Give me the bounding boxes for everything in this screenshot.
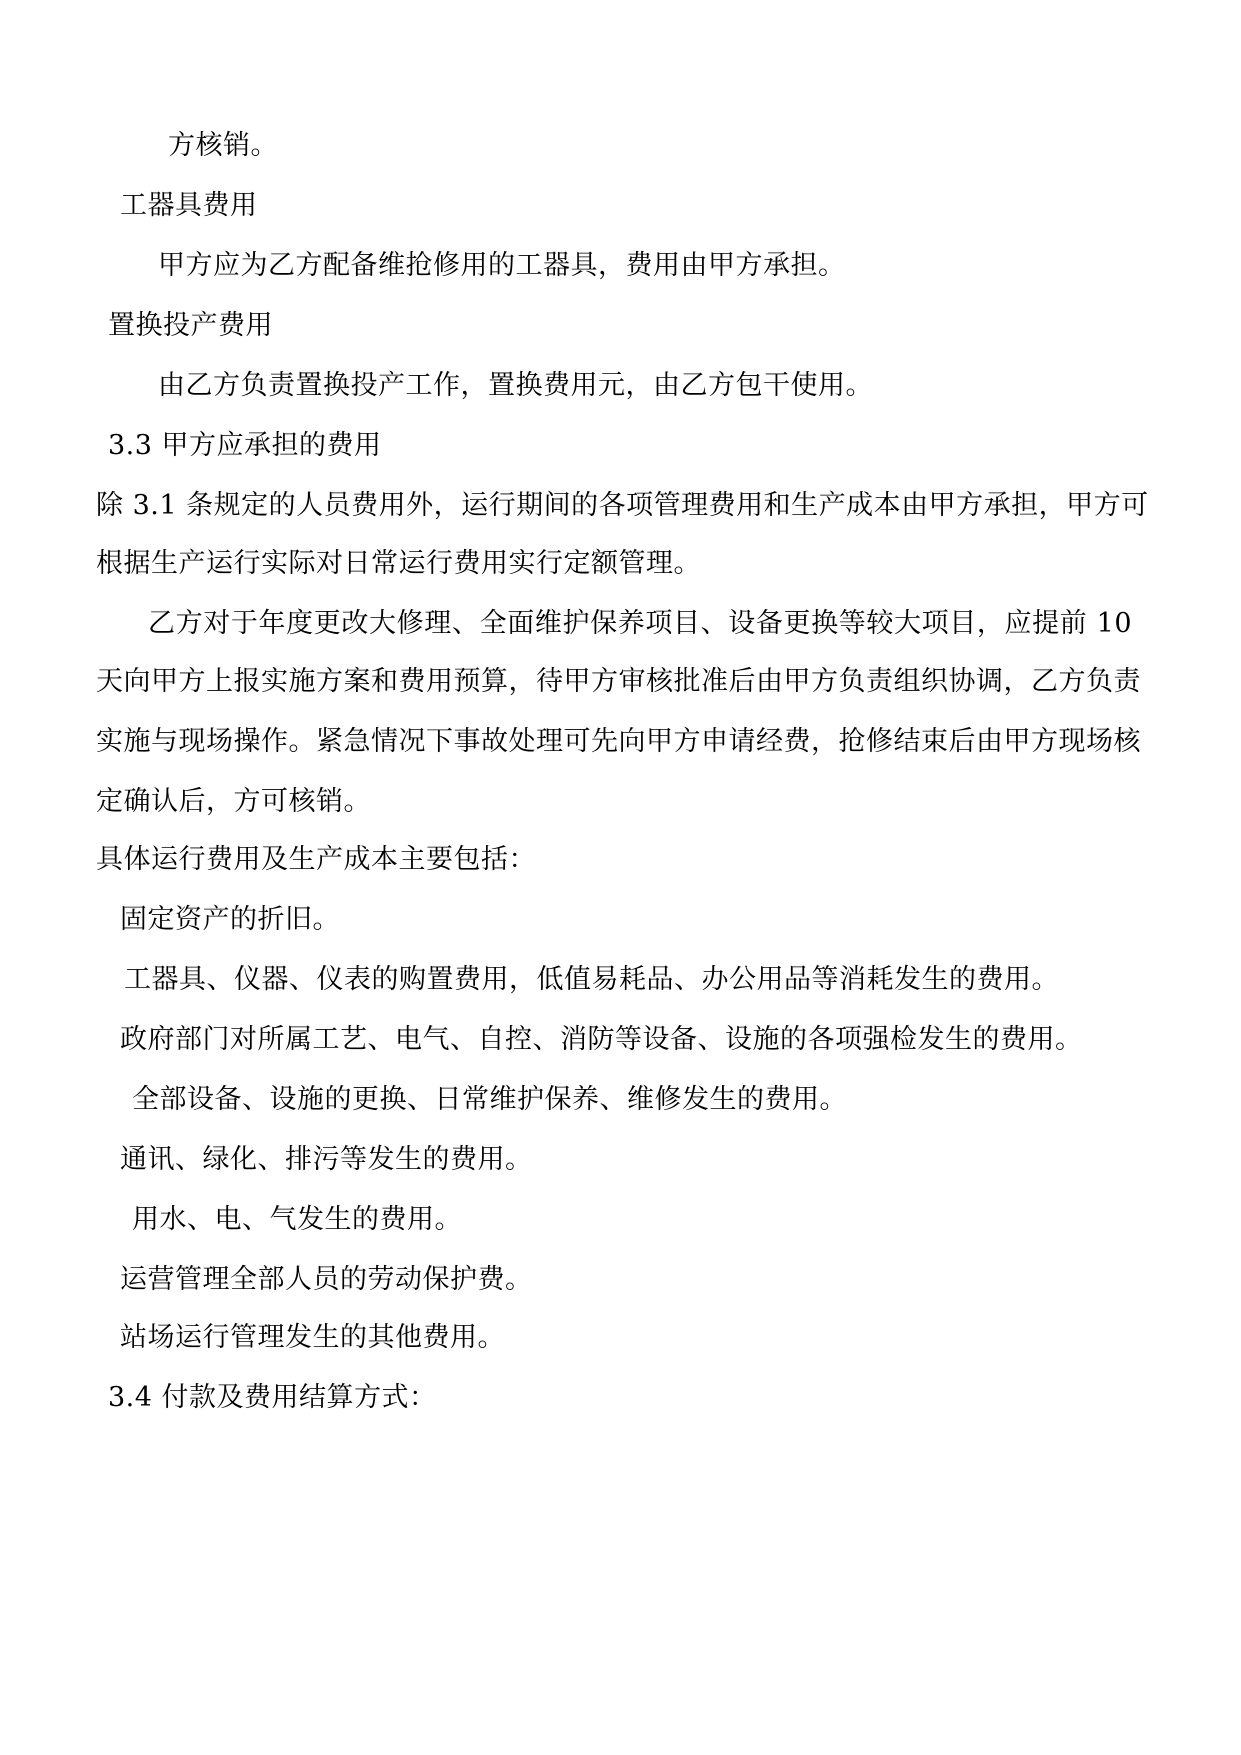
paragraph-line-7: 除 3.1 条规定的人员费用外，运行期间的各项管理费用和生产成本由甲方承担，甲方可 (96, 490, 1149, 521)
list-item: 站场运行管理发生的其他费用。 (120, 1322, 505, 1353)
section-heading-3-3: 3.3 甲方应承担的费用 (108, 430, 382, 461)
list-item: 固定资产的折旧。 (120, 904, 340, 935)
paragraph-line-10: 天向甲方上报实施方案和费用预算，待甲方审核批准后由甲方负责组织协调，乙方负责 (96, 666, 1141, 697)
section-heading-3-4: 3.4 付款及费用结算方式： (108, 1382, 437, 1413)
paragraph-line-9: 乙方对于年度更改大修理、全面维护保养项目、设备更换等较大项目，应提前 10 (148, 608, 1132, 639)
paragraph-line-11: 实施与现场操作。紧急情况下事故处理可先向甲方申请经费，抢修结束后由甲方现场核 (96, 726, 1141, 757)
list-item: 通讯、绿化、排污等发生的费用。 (120, 1144, 533, 1175)
list-item: 工器具、仪器、仪表的购置费用，低值易耗品、办公用品等消耗发生的费用。 (124, 964, 1059, 995)
list-intro: 具体运行费用及生产成本主要包括： (96, 844, 536, 875)
paragraph-line-12: 定确认后，方可核销。 (96, 786, 371, 817)
list-item: 运营管理全部人员的劳动保护费。 (120, 1264, 533, 1295)
list-item: 政府部门对所属工艺、电气、自控、消防等设备、设施的各项强检发生的费用。 (120, 1024, 1083, 1055)
section-heading-tools: 工器具费用 (120, 190, 258, 221)
list-item: 全部设备、设施的更换、日常维护保养、维修发生的费用。 (132, 1084, 847, 1115)
paragraph-line-8: 根据生产运行实际对日常运行费用实行定额管理。 (96, 548, 701, 579)
list-item: 用水、电、气发生的费用。 (132, 1204, 462, 1235)
text-line-1: 方核销。 (168, 130, 278, 161)
text-line-3: 甲方应为乙方配备维抢修用的工器具，费用由甲方承担。 (158, 250, 846, 281)
section-heading-replacement: 置换投产费用 (108, 310, 273, 341)
text-line-5: 由乙方负责置换投产工作，置换费用元，由乙方包干使用。 (158, 370, 873, 401)
